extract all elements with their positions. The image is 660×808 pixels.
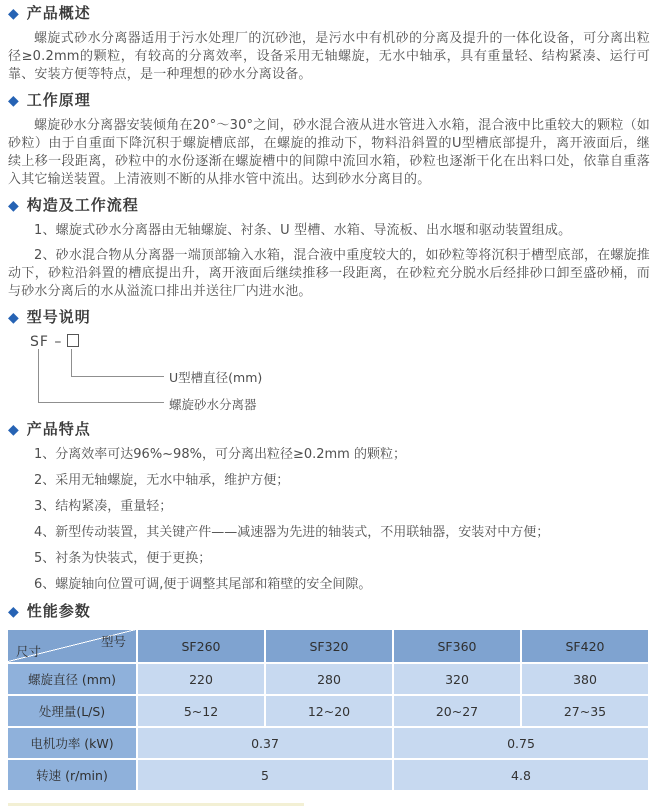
row-label: 螺旋直径 (mm) xyxy=(8,664,136,694)
diamond-bullet-icon: ◆ xyxy=(8,198,20,214)
section-heading-parameters xyxy=(8,602,650,621)
structure-item-1: 1、螺旋式砂水分离器由无轴螺旋、衬条、U 型槽、水箱、导流板、出水堰和驱动装置组成。 xyxy=(34,223,572,238)
feature-item-2: 2、采用无轴螺旋，无水中轴承，维护方便； xyxy=(34,473,290,488)
table-row-motor-power xyxy=(8,728,648,758)
cell-value: 12~20 xyxy=(266,696,392,726)
table-row-rotation-speed xyxy=(8,760,648,790)
section-heading-model xyxy=(8,308,650,327)
corner-label-model: 型号 xyxy=(100,634,126,649)
cell-value: 20~27 xyxy=(394,696,520,726)
cell-value: 280 xyxy=(266,664,392,694)
cell-value-merged: 0.75 xyxy=(394,728,648,758)
row-label: 处理量(L/S) xyxy=(8,696,136,726)
model-dash: – xyxy=(54,334,63,350)
heading-text: 型号说明 xyxy=(26,308,91,326)
callout-label-separator: 螺旋砂水分离器 xyxy=(169,397,257,412)
heading-text: 产品概述 xyxy=(26,4,91,22)
model-placeholder-box-icon xyxy=(67,334,79,347)
heading-text: 产品特点 xyxy=(26,420,91,438)
heading-text: 工作原理 xyxy=(26,91,91,109)
model-prefix: SF xyxy=(30,334,49,350)
row-label: 转速 (r/min) xyxy=(8,760,136,790)
performance-parameters-table xyxy=(6,628,650,792)
cell-value: 380 xyxy=(522,664,648,694)
callout-line-bottom xyxy=(38,349,164,403)
feature-item-6: 6、螺旋轴向位置可调,便于调整其尾部和箱壁的安全间隙。 xyxy=(34,577,372,592)
column-header-sf260: SF260 xyxy=(138,630,264,662)
cell-value: 5~12 xyxy=(138,696,264,726)
section-heading-principle xyxy=(8,91,650,110)
feature-item-5: 5、衬条为快装式，便于更换； xyxy=(34,551,212,566)
section-heading-features xyxy=(8,420,650,439)
diamond-bullet-icon: ◆ xyxy=(8,310,20,326)
structure-item-2: 2、砂水混合物从分离器一端顶部输入水箱，混合液中重度较大的，如砂粒等将沉积于槽型底部，在螺旋推动下，砂粒沿斜置的槽底提出升，离开液面后继续推移一段距离，在砂粒充分脱水后经排砂口卸至盛砂桶，而与砂水分离后的水从溢流口排出并送往厂内进水池。 xyxy=(8,248,650,299)
feature-item-1: 1、分离效率可达96%~98%，可分离出粒径≥0.2mm 的颗粒； xyxy=(34,447,406,462)
model-code-diagram xyxy=(8,334,650,418)
overview-paragraph: 螺旋式砂水分离器适用于污水处理厂的沉砂池，是污水中有机砂的分离及提升的一体化设备，可分离出粒径≥0.2mm的颗粒，有较高的分离效率，设备采用无轴螺旋，无水中轴承，具有重量轻、结构紧凑、运行可靠、安装方便等特点，是一种理想的砂水分离设备。 xyxy=(8,31,650,82)
table-corner-cell xyxy=(8,630,136,662)
diamond-bullet-icon: ◆ xyxy=(8,93,20,109)
diamond-bullet-icon: ◆ xyxy=(8,422,20,438)
table-header-row xyxy=(8,630,648,662)
column-header-sf360: SF360 xyxy=(394,630,520,662)
heading-text: 性能参数 xyxy=(26,602,91,620)
cell-value: 220 xyxy=(138,664,264,694)
column-header-sf320: SF320 xyxy=(266,630,392,662)
corner-label-size: 尺寸 xyxy=(16,644,42,659)
cell-value-merged: 0.37 xyxy=(138,728,392,758)
column-header-sf420: SF420 xyxy=(522,630,648,662)
diamond-bullet-icon: ◆ xyxy=(8,604,20,620)
cell-value: 320 xyxy=(394,664,520,694)
cell-value-merged: 4.8 xyxy=(394,760,648,790)
model-code xyxy=(30,334,79,350)
table-row-screw-diameter xyxy=(8,664,648,694)
feature-item-4: 4、新型传动装置，其关键产件——减速器为先进的轴装式，不用联轴器，安装对中方便； xyxy=(34,525,550,540)
callout-label-diameter: U型槽直径(mm) xyxy=(169,370,263,385)
page-bottom-artifact xyxy=(8,803,304,806)
table-row-capacity xyxy=(8,696,648,726)
principle-paragraph: 螺旋砂水分离器安装倾角在20°～30°之间，砂水混合液从进水管进入水箱，混合液中比重较大的颗粒（如砂粒）由于自重面下降沉积于螺旋槽底部，在螺旋的推动下，物料沿斜置的U型槽底部提升，离开液面后，继续上移一段距离，砂粒中的水份逐渐在螺旋槽中的间隙中流回水箱，砂粒也逐渐干化在出料口处，依靠自重落入其它输送装置。上清液则不断的从排水管中流出。达到砂水分离目的。 xyxy=(8,118,650,187)
feature-item-3: 3、结构紧凑，重量轻； xyxy=(34,499,173,514)
section-heading-structure xyxy=(8,196,650,215)
cell-value-merged: 5 xyxy=(138,760,392,790)
section-heading-overview xyxy=(8,4,650,23)
row-label: 电机功率 (kW) xyxy=(8,728,136,758)
heading-text: 构造及工作流程 xyxy=(26,196,139,214)
cell-value: 27~35 xyxy=(522,696,648,726)
diamond-bullet-icon: ◆ xyxy=(8,6,20,22)
